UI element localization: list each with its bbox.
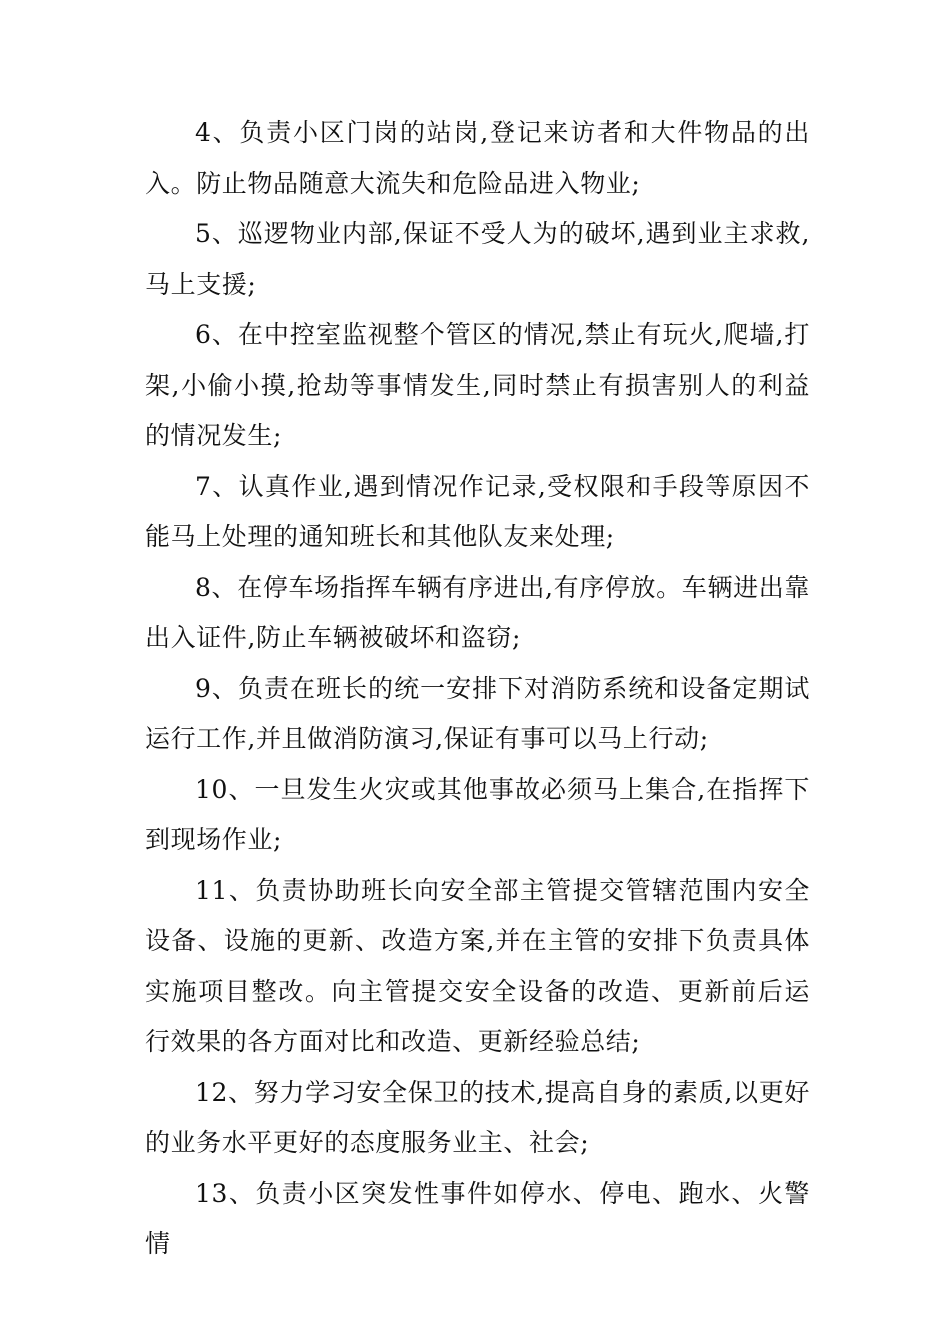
paragraph-item-7: 7、认真作业,遇到情况作记录,受权限和手段等原因不能马上处理的通知班长和其他队友来处理; [145,471,810,551]
paragraph-item-8: 8、在停车场指挥车辆有序进出,有序停放。车辆进出靠出入证件,防止车辆被破坏和盗窃; [145,572,810,652]
paragraph-item-5: 5、巡逻物业内部,保证不受人为的破坏,遇到业主求救,马上支援; [145,219,810,299]
paragraph-item-13: 13、负责小区突发性事件如停水、停电、跑水、火警情 [145,1178,810,1258]
document-body [145,108,810,1270]
paragraph-item-4: 4、负责小区门岗的站岗,登记来访者和大件物品的出入。防止物品随意大流失和危险品进入物业; [145,118,810,198]
paragraph-item-10: 10、一旦发生火灾或其他事故必须马上集合,在指挥下到现场作业; [145,774,810,854]
paragraph-item-12: 12、努力学习安全保卫的技术,提高自身的素质,以更好的业务水平更好的态度服务业主、社会; [145,1077,810,1157]
paragraph-item-9: 9、负责在班长的统一安排下对消防系统和设备定期试运行工作,并且做消防演习,保证有事可以马上行动; [145,673,810,753]
paragraph-item-11: 11、负责协助班长向安全部主管提交管辖范围内安全设备、设施的更新、改造方案,并在主管的安排下负责具体实施项目整改。向主管提交安全设备的改造、更新前后运行效果的各方面对比和改造、更新经验总结; [145,875,810,1056]
paragraph-item-6: 6、在中控室监视整个管区的情况,禁止有玩火,爬墙,打架,小偷小摸,抢劫等事情发生,同时禁止有损害别人的利益的情况发生; [145,320,810,450]
